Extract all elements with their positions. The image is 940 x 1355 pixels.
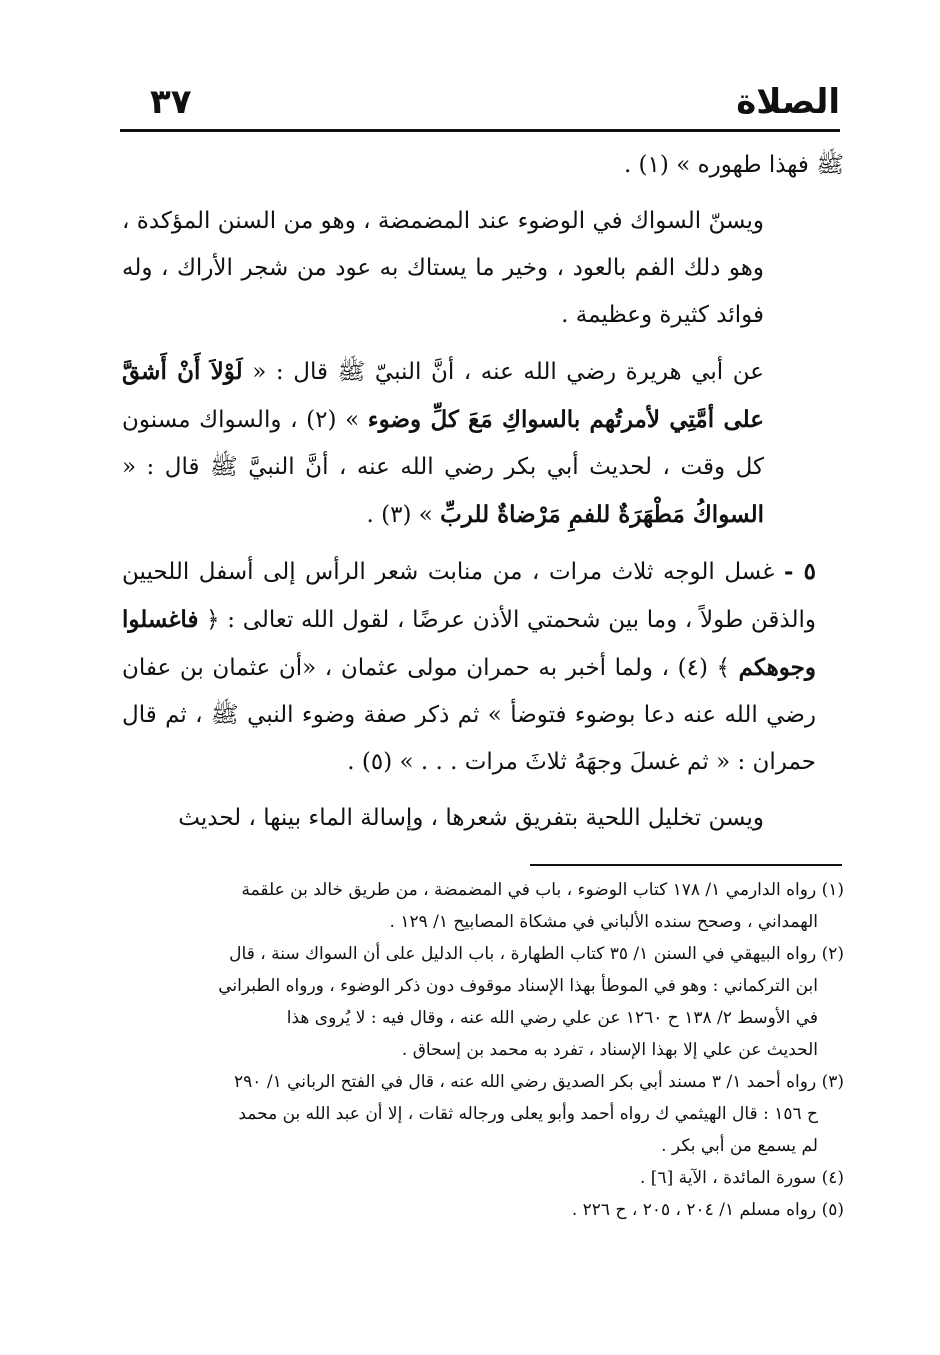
quran-quote: فاغسلوا وجوهكم (122, 606, 816, 681)
paragraph-siwak: ويسنّ السواك في الوضوء عند المضمضة ، وهو من السنن المؤكدة ، وهو دلك الفم بالعود ، وخير ما يستاك به عود من شجر الأراك ، وله فوائد كثيرة وعظيمة . (122, 208, 764, 328)
footnote-2-line-3: في الأوسط ٢/ ١٣٨ ح ١٢٦٠ عن علي رضي الله عنه ، وقال فيه : لا يُروى هذا (286, 1008, 818, 1028)
hadith-end: » (٣) . (366, 502, 433, 528)
footnote-1-line-2: الهمداني ، وصحح سنده الألباني في مشكاة المصابيح ١/ ١٢٩ . (389, 912, 818, 932)
paragraph-hadith (122, 348, 844, 539)
wash-face-intro: غسل الوجه ثلاث مرات ، من منابت شعر الرأس إلى أسفل اللحيين والذقن طولاً ، وما بين شحمتي الأذن عرضًا ، لقول الله تعالى : ﴿ (122, 559, 817, 633)
footnote-2-line-1: (٢) رواه البيهقي في السنن ١/ ٣٥ كتاب الطهارة ، باب الدليل على أن السواك سنة ، قال (229, 944, 844, 964)
paragraph-beard: ويسن تخليل اللحية بتفريق شعرها ، وإسالة الماء بينها ، لحديث (178, 805, 764, 831)
footnote-2-line-2: ابن التركماني : وهو في الموطأ بهذا الإسناد موقوف دون ذكر الوضوء ، ورواه الطبراني (218, 976, 818, 996)
paragraph-wash-face (122, 548, 844, 786)
page-header (120, 78, 840, 130)
footnote-3-line-2: ح ١٥٦ : قال الهيثمي ك رواه أحمد وأبو يعلى ورجاله ثقات ، إلا أن عبد الله بن محمد (238, 1104, 818, 1124)
hadith-middle: » (٢) ، والسواك مسنون كل وقت ، لحديث أبي بكر رضي الله عنه ، أنَّ النبيَّ ﷺ قال : « (122, 407, 764, 480)
footnote-rule (530, 864, 842, 866)
hadith-quote-2: السواكُ مَطْهَرَةٌ للفمِ مَرْضاةٌ للربِّ (440, 501, 764, 528)
footnotes (122, 874, 844, 1226)
main-text (122, 142, 844, 842)
paragraph-continuation: ﷺ فهذا طهوره » (١) . (623, 152, 844, 178)
chapter-title: الصلاة (736, 82, 840, 122)
page-number: ٣٧ (150, 82, 192, 122)
footnote-4: (٤) سورة المائدة ، الآية [٦] . (639, 1168, 844, 1188)
footnote-3-line-3: لم يسمع من أبي بكر . (661, 1136, 818, 1156)
footnote-3-line-1: (٣) رواه أحمد ١/ ٣ مسند أبي بكر الصديق رضي الله عنه ، قال في الفتح الرباني ١/ ٢٩٠ (234, 1072, 844, 1092)
hadith-quote-1: لَوْلاَ أَنْ أَشقَّ على أمَّتِي لأمرتُهم بالسواكِ مَعَ كلِّ وضوء (122, 358, 764, 433)
header-rule (120, 129, 840, 132)
footnote-1-line-1: (١) رواه الدارمي ١/ ١٧٨ كتاب الوضوء ، باب في المضمضة ، من طريق خالد بن علقمة (241, 880, 844, 900)
footnote-2-line-4: الحديث عن علي إلا بهذا الإسناد ، تفرد به محمد بن إسحاق . (401, 1040, 818, 1060)
item-number: ٥ - (783, 558, 816, 585)
footnote-5: (٥) رواه مسلم ١/ ٢٠٤ ، ٢٠٥ ، ح ٢٢٦ . (571, 1200, 844, 1220)
wash-face-rest: ﴾ (٤) ، ولما أخبر به حمران مولى عثمان ، «أن عثمان بن عفان رضي الله عنه دعا بوضوء فتوضأ » ثم ذكر صفة وضوء النبي ﷺ ، ثم قال حمران : « ثم غسلَ وجهَهُ ثلاثَ مرات . . . » (٥) . (122, 655, 816, 775)
hadith-intro: عن أبي هريرة رضي الله عنه ، أنَّ النبيّ ﷺ قال : « (252, 359, 764, 385)
